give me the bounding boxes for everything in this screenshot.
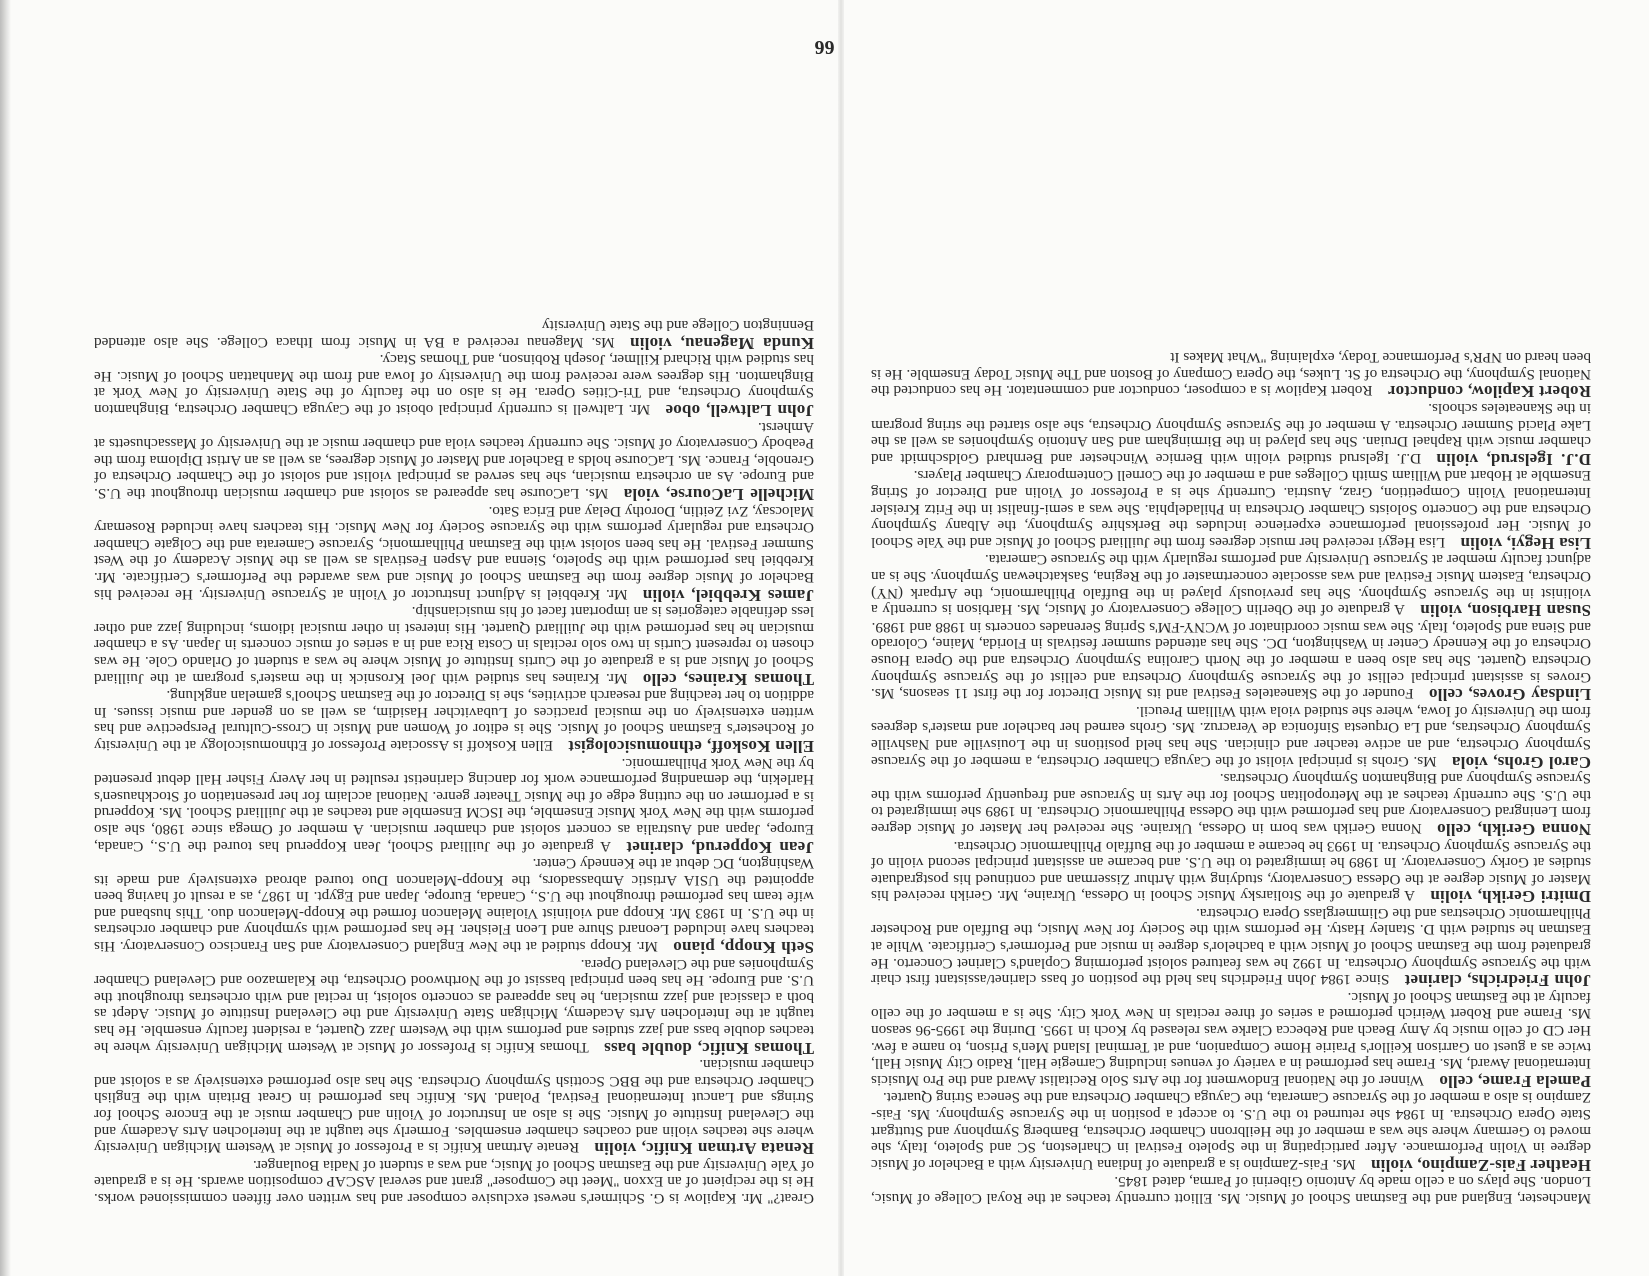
bio-text: Winner of the National Endowment for the Arts Solo Recitalist Award and the Pro Musicis International Award, Ms. Frame has performed in a variety of venues including Carnegie Hall, Radio City Music Hall, twice as a guest on Garrison Keillor's Prairie Home Companion, and at Terminal Island Men's Prison, to name a few. Her CD of cello music by Amy Beach and Rebecca Clarke was released by Koch in 1995. During the 1995-96 season Ms. Frame and Robert Weirich performed a series of three recitals in New York City. She is a member of the cello faculty at the Eastman School of Music. xyxy=(871,988,1591,1089)
bio-entry xyxy=(94,1056,814,1157)
bio-text: A graduate of the Oberlin College Conservatory of Music, Ms. Harbison is currently a violinist in the Syracuse Symphony. She has previously played in the Buffalo Philharmonic, the Artpark (NY) Orchestra, Eastern Music Festival and was associate concertmaster of the Regina, Saskatchewan Symphony. She is an adjunct faculty member at Syracuse University and performs regularly with the Syracuse Camerata. xyxy=(871,551,1591,619)
bio-name: Michelle LaCourse, viola xyxy=(623,485,814,505)
bio-entry xyxy=(94,955,814,1056)
bio-name: Kunda Magenau, violin xyxy=(629,333,814,353)
bio-text: D.J. Igelsrud studied violin with Bernice Winchester and Bernhard Goldschmidt and chamber music with Raphael Druian. She has played in the Birmingham and San Antonio Symphonies as well as the Lake Placid Summer Orchestra. A member of the Syracuse Symphony Orchestra, she also started the string program in the Skaneateles schools. xyxy=(871,400,1591,467)
bio-text: Lisa Hegyi received her music degrees from the Juilliard School of Music and the Yale School of Music. Her professional performance experience includes the Berkshire Symphony, the Albany Symphony Orchestra and the Concerto Soloists Chamber Orchestra in Philadelphia. She was a semi-finalist in the Fritz Kreisler International Violin Competition, Graz, Austria. Currently she is a Professor of Violin and Director of String Ensemble at Hobart and William Smith Colleges and a member of the Cornell Contemporary Chamber Players. xyxy=(871,467,1591,551)
bio-name: Lindsay Groves, cello xyxy=(1428,685,1591,705)
bio-text: Ellen Koskoff is Associate Professor of Ethnomusicology at the University of Rochester's Eastman School of Music. She is editor of Women and Music in Cross-Cultural Perspective and has written extensively on the musical practices of Lubavitcher Hasidim, as well as on gender and music issues. In addition to her teaching and research activities, she is Director of the Eastman School's gamelan angklung. xyxy=(94,687,814,754)
bio-entry xyxy=(871,400,1591,467)
bio-name: D.J. Igelsrud, violin xyxy=(1436,449,1591,469)
bio-name: Heather Fais-Zampino, violin xyxy=(1370,1155,1591,1175)
bio-name: Nonna Gerikh, cello xyxy=(1436,819,1591,839)
page-gutter xyxy=(838,0,844,1276)
bio-entry xyxy=(871,1089,1591,1173)
bio-entry xyxy=(871,702,1591,772)
bio-entry xyxy=(94,754,814,855)
bio-name: Robert Kapilow, conductor xyxy=(1387,382,1591,402)
bio-entry xyxy=(94,1156,814,1206)
bio-text: Mr. Kraines has studied with Joel Krosnick in the master's program at the Juilliard School of Music and is a graduate of the Curtis Institute of Music where he was a student of Orlando Cole. He was chosen to represent Curtis in two solo recitals in Costa Rica and in a series of music concerts in Japan. As a chamber musician he has performed with the Juilliard Quartet. His interest in other musical idioms, including jazz and other less definable categories is an important facet of his musicianship. xyxy=(94,603,814,687)
bio-text: Thomas Knific is Professor of Music at Western Michigan University where he teaches double bass and jazz studies and performs with the Western Jazz Quartet, a resident faculty ensemble. He has taught at the Interlochen Arts Academy, Michigan State University and the Cleveland Institute of Music. Adept as both a classical and jazz musician, he has appeared as concerto soloist, in recital and with orchestras throughout the U.S. and Europe. He has been principal bassist of the Northwood Orchestra, the Kalamazoo and Cleveland Chamber Symphonies and the Cleveland Opera. xyxy=(94,955,814,1056)
bio-name: Lisa Hegyi, violin xyxy=(1460,533,1591,553)
page-edge-shadow xyxy=(0,0,11,1276)
bio-text: Ms. Fais-Zampino is a graduate of Indiana University with a Bachelor of Music degree in Violin Performance. After participating in the Spoleto Festival in Charleston, SC and Spoleto, Italy, she moved to Germany where she was a member of the Heilbronn Chamber Orchestra, Bamberg Symphony and Stuttgart State Opera Orchestra. In 1984 she returned to the U.S. to accept a position in the Syracuse Symphony. Ms. Fais-Zampino is also a member of the Syracuse Camerata, the Cayuga Chamber Orchestra and the Seneca String Quartet. xyxy=(871,1089,1591,1173)
bio-text: Mr. Laltwell is currently principal oboist of the Cayuga Chamber Orchestra, Binghamton Symphony Orchestra, and Tri-Cities Opera. He is also on the faculty of the State University of New York at Binghamton. His degrees were received from the University of Iowa and from the Manhattan School of Music. He has studied with Richard Killmer, Joseph Robinson, and Thomas Stacy. xyxy=(93,351,814,419)
bio-text: Mr. Knopp studied at the New England Conservatory and San Francisco Conservatory. His teachers have included Leonard Shure and Leon Fleisher. He has performed with symphony and chamber orchestras in the U.S. In 1983 Mr. Knopp and violinist Violaine Melancon formed the Knopp-Melancon duo. This husband and wife team has performed throughout the U.S., Canada, Europe, Japan and Egypt. In 1987, as a result of having been appointed the USIA Artistic Ambassadors, the Knopp-Melancon Duo toured abroad extensively and made its Washington, DC debut at the Kennedy Center. xyxy=(94,855,814,956)
bio-text: Founder of the Skaneateles Festival and its Music Director for the first 11 seasons, Ms. Groves is assistant principal cellist of the Syracuse Symphony Orchestra and cellist of the Syracuse Symphony Orchestra Quartet. She has also been a member of the North Carolina Symphony Orchestra and the Opera House Orchestra of the Kennedy Center in Washington, DC. She has attended summer festivals in Florida, Maine, Colorado and Siena and Spoleto, Italy. She was music coordinator of WCNY-FM's Spring Serenades concerts in 1988 and 1989. xyxy=(871,618,1591,703)
bio-text: Renate Artman Knific is a Professor of Music at Western Michigan University where she teaches violin and coaches chamber ensembles. Formerly she taught at the Interlochen Arts Academy and the Cleveland Institute of Music. She is also an Instructor of Violin and Chamber music at the Encore School for Strings and Lancut International Festival, Poland. Ms. Knific has performed in Great Britain with the English Chamber Orchestra and the BBC Scottish Symphony Orchestra. She has also performed extensively as a soloist and chamber musician. xyxy=(94,1056,814,1157)
bio-entry xyxy=(94,603,814,687)
bio-name: Thomas Kraines, cello xyxy=(642,669,814,689)
bio-entry xyxy=(871,349,1591,400)
bio-entry xyxy=(871,770,1591,837)
bio-entry xyxy=(871,467,1591,551)
bio-entry xyxy=(94,317,814,351)
bio-text: Ms. Grohs is principal violist of the Cayuga Chamber Orchestra, a member of the Syracuse Symphony Orchestra, and an active teacher and clinician. She has held positions in the Louisville and Nashville Symphony Orchestras, and La Orquesta Sinfonica de Veracruz. Ms. Grohs earned her bachelor and master's degrees from the University of Iowa, where she studied viola with William Preucil. xyxy=(871,702,1591,770)
bio-entry xyxy=(871,837,1591,907)
bio-name: Ellen Koskoff, ethnomusicologist xyxy=(568,736,814,756)
bio-text: Mr. Krebbiel is Adjunct Instructor of Violin at Syracuse University. He received his Bachelor of Music degree from the Eastman School of Music and was awarded the Performer's Certificate. Mr. Krebbiel has performed with the Spoleto, Sienna and Aspen Festivals as well as the Music Academy of the West Summer Festival. He has been soloist with the Eastman Philharmonic, Syracuse Camerata and the Colgate Chamber Orchestra and regularly performs with the Syracuse Society for New Music. His teachers have included Rosemary Malocsay, Zvi Zeitlin, Dorothy Delay and Erica Sato. xyxy=(94,502,814,603)
page-number: 66 xyxy=(814,36,835,58)
right-column xyxy=(94,317,814,1206)
left-column xyxy=(871,349,1591,1206)
bio-text: Since 1984 John Friedrichs has held the position of bass clarinet/assistant first chair with the Syracuse Symphony Orchestra. In 1992 he was featured soloist performing Copland's Clarinet Concerto. He graduated from the Eastman School of Music with a bachelor's degree in music and Performer's Certificate. While at Eastman he studied with D. Stanley Hasty. He performs with the Society for New Music, the Buffalo and Rochester Philharmonic Orchestras and the Glimmerglass Opera Orchestra. xyxy=(871,904,1591,989)
bio-entry xyxy=(871,551,1591,621)
bio-name: Carol Grohs, viola xyxy=(1451,752,1591,772)
bio-name: Seth Knopp, piano xyxy=(673,938,814,958)
bio-name: Pamela Frame, cello xyxy=(1439,1071,1591,1091)
bio-entry xyxy=(871,904,1591,991)
bio-entry xyxy=(94,502,814,603)
bio-name: John Friedrichs, clarinet xyxy=(1404,971,1591,991)
bio-text: A graduate of the Stoliarsky Music School in Odessa, Ukraine, Mr. Gerikh received his Master of Music degree at the Odessa Conservatory, studying with Arthur Zisserman and continued his postgraduate studies at Gorky Conservatory. In 1989 he immigrated to the U.S. and became an assistant principal second violin of the Syracuse Symphony Orchestra. In 1993 he became a member of the Buffalo Philharmonic Orchestra. xyxy=(871,837,1591,905)
bio-text: Manchester, England and the Eastman School of Music. Ms. Elliott currently teaches at the Royal College of Music, London. She plays on a cello made by Antonio Giberini of Parma, dated 1845. xyxy=(871,1173,1591,1207)
bio-name: James Krebbiel, violin xyxy=(642,585,814,605)
bio-entry xyxy=(94,687,814,754)
bio-text: Ms. Magenau received a BA in Music from Ithaca College. She also attended Bennington College and the State University xyxy=(94,317,814,351)
bio-entry xyxy=(871,1173,1591,1206)
bio-text: Ms. LaCourse has appeared as soloist and chamber musician throughout the U.S. and Europe. As an orchestra musician, she has served as principal violist and soloist of the Chamber Orchestra of Grenoble, France. Ms. LaCourse holds a Bachelor and Master of Music degrees, as well as an Artist Diploma from the Peabody Conservatory of Music. She currently teaches viola and chamber music at the University of Massachusetts at Amherst. xyxy=(94,418,814,503)
bio-entry xyxy=(93,351,814,421)
bio-text: Nonna Gerikh was born in Odessa, Ukraine. She received her Master of Music degree from Leningrad Conservatory and has performed with the Odessa Philharmonic Orchestra. In 1989 she immigrated to the U.S. She currently teaches at the Metropolitan School for the Arts in Syracuse and frequently performs with the Syracuse Symphony and Binghamton Symphony Orchestras. xyxy=(871,770,1591,837)
bio-name: Dmitri Gerikh, violin xyxy=(1430,887,1591,907)
bio-text: A graduate of the Juilliard School, Jean Kopperud has toured the U.S., Canada, Europe, Japan and Australia as concert soloist and chamber musician. A member of Omega since 1980, she also performs with the New York Music Ensemble, the ISCM Ensemble and teaches at the Juilliard School. Ms. Kopperud is a performer on the cutting edge of the Music Theater genre. National acclaim for her presentation of Stockhausen's Harlekin, the demanding performance work for dancing clarinetist resulted in her Avery Fisher Hall debut presented by the New York Philharmonic. xyxy=(93,754,814,855)
bio-entry xyxy=(871,618,1591,705)
bio-entry xyxy=(871,988,1591,1089)
bio-entry xyxy=(94,418,814,505)
bio-text: Great?" Mr. Kapilow is G. Schirmer's newest exclusive composer and has written over fifteen commissioned works. He is the recipient of an Exxon "Meet the Composer" grant and several ASCAP composition awards. He is a graduate of Yale University and the Eastman School of Music, and was a student of Nadia Boulanger. xyxy=(94,1156,814,1207)
bio-name: Jean Kopperud, clarinet xyxy=(626,837,814,857)
bio-text: Robert Kapilow is a composer, conductor and commentator. He has conducted the National Symphony, the Orchestra of St. Lukes, the Opera Company of Boston and The Music Today Ensemble. He is been heard on NPR's Performance Today, explaining "What Makes It xyxy=(870,349,1591,400)
bio-name: Susan Harbison, violin xyxy=(1420,601,1591,621)
bio-name: Thomas Knific, double bass xyxy=(603,1038,814,1058)
bio-name: Renata Artman Knific, violin xyxy=(594,1139,814,1159)
bio-name: John Laltwell, oboe xyxy=(665,401,814,421)
bio-entry xyxy=(94,855,814,956)
